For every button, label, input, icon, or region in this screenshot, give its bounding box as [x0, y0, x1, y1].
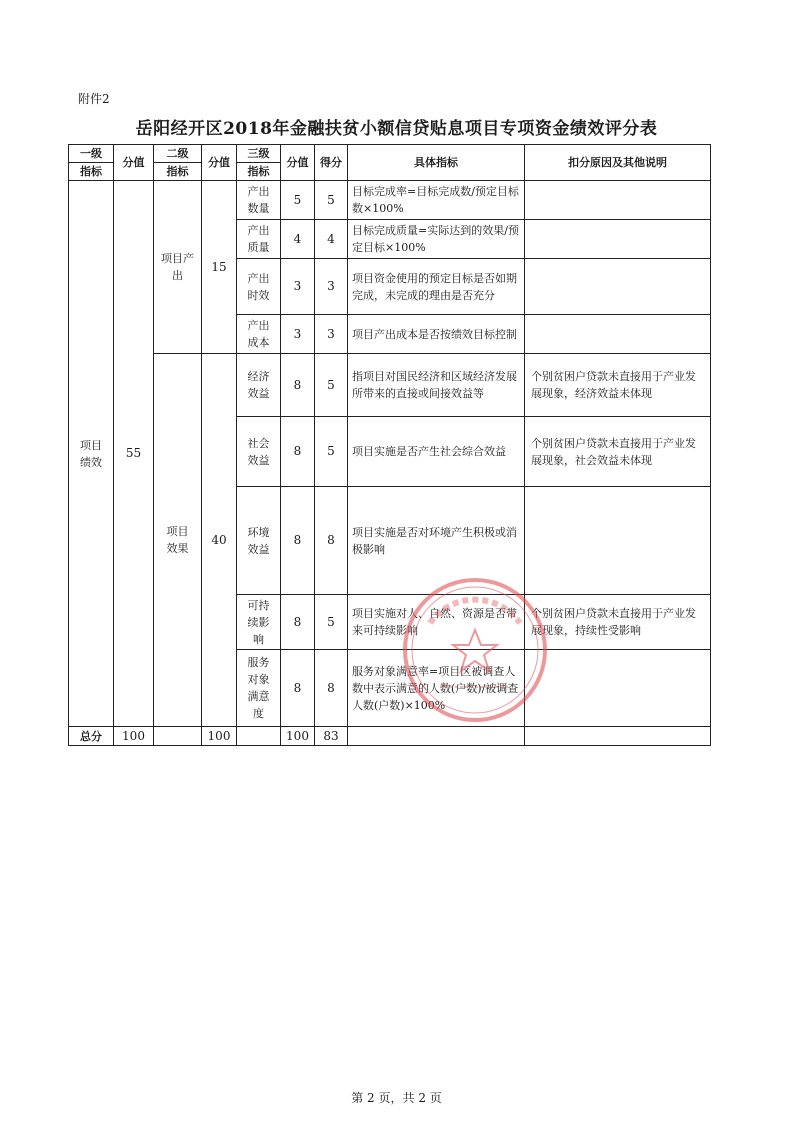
- row-note: [525, 181, 711, 220]
- header-level3-top: 三级: [237, 145, 281, 163]
- row-got: 5: [315, 417, 348, 487]
- total-empty-2: [237, 727, 281, 746]
- header-row-1: [69, 145, 711, 163]
- row-name: 产出 成本: [237, 315, 281, 354]
- total-score3: 100: [281, 727, 315, 746]
- row-got: 8: [315, 487, 348, 595]
- row-got: 5: [315, 181, 348, 220]
- row-score: 8: [281, 650, 315, 727]
- row-name: 社会 效益: [237, 417, 281, 487]
- row-indicator: 目标完成质量=实际达到的效果/预定目标×100%: [348, 220, 525, 259]
- page-title: 岳阳经开区2018年金融扶贫小额信贷贴息项目专项资金绩效评分表: [135, 119, 658, 139]
- row-score: 3: [281, 259, 315, 315]
- group-score-effect: 40: [202, 354, 237, 727]
- total-got: 83: [315, 727, 348, 746]
- level1-label: 项目 绩效: [69, 181, 114, 727]
- row-indicator: 项目实施是否产生社会综合效益: [348, 417, 525, 487]
- row-note: [525, 259, 711, 315]
- row-note: [525, 650, 711, 727]
- total-empty-4: [525, 727, 711, 746]
- header-level2-top: 二级: [154, 145, 202, 163]
- row-note: 个别贫困户贷款未直接用于产业发展现象，持续性受影响: [525, 595, 711, 650]
- header-score2: 分值: [202, 145, 237, 181]
- header-score1: 分值: [114, 145, 154, 181]
- row-score: 3: [281, 315, 315, 354]
- row-name: 经济 效益: [237, 354, 281, 417]
- total-row: [69, 727, 711, 746]
- row-name: 环境 效益: [237, 487, 281, 595]
- row-name: 可持 续影 响: [237, 595, 281, 650]
- total-empty-3: [348, 727, 525, 746]
- row-indicator: 项目产出成本是否按绩效目标控制: [348, 315, 525, 354]
- row-name: 产出 数量: [237, 181, 281, 220]
- level1-score: 55: [114, 181, 154, 727]
- row-indicator: 项目实施对人、自然、资源是否带来可持续影响: [348, 595, 525, 650]
- table-row: [69, 354, 711, 417]
- total-score2: 100: [202, 727, 237, 746]
- header-score3: 分值: [281, 145, 315, 181]
- row-indicator: 服务对象满意率=项目区被调查人数中表示满意的人数(户数)/被调查人数(户数)×100%: [348, 650, 525, 727]
- row-score: 8: [281, 354, 315, 417]
- row-got: 8: [315, 650, 348, 727]
- row-note: [525, 220, 711, 259]
- row-score: 8: [281, 487, 315, 595]
- group-label-effect: 项目 效果: [154, 354, 202, 727]
- row-got: 3: [315, 259, 348, 315]
- row-note: 个别贫困户贷款未直接用于产业发展现象，经济效益未体现: [525, 354, 711, 417]
- row-score: 8: [281, 417, 315, 487]
- header-notes: 扣分原因及其他说明: [525, 145, 711, 181]
- page-number: 第 2 页，共 2 页: [351, 1091, 442, 1105]
- header-got: 得分: [315, 145, 348, 181]
- group-score-output: 15: [202, 181, 237, 354]
- row-indicator: 项目资金使用的预定目标是否如期完成，未完成的理由是否充分: [348, 259, 525, 315]
- row-indicator: 指项目对国民经济和区域经济发展所带来的直接或间接效益等: [348, 354, 525, 417]
- row-got: 4: [315, 220, 348, 259]
- group-label-output: 项目产 出: [154, 181, 202, 354]
- header-indicator: 具体指标: [348, 145, 525, 181]
- total-label: 总分: [69, 727, 114, 746]
- header-level1-top: 一级: [69, 145, 114, 163]
- row-score: 5: [281, 181, 315, 220]
- row-got: 5: [315, 354, 348, 417]
- total-score1: 100: [114, 727, 154, 746]
- table-row: [69, 181, 711, 220]
- total-empty-1: [154, 727, 202, 746]
- header-level2-bottom: 指标: [154, 163, 202, 181]
- row-name: 产出 质量: [237, 220, 281, 259]
- attachment-label: 附件2: [78, 92, 110, 106]
- row-score: 8: [281, 595, 315, 650]
- row-note: [525, 315, 711, 354]
- row-name: 服务 对象 满意 度: [237, 650, 281, 727]
- row-note: 个别贫困户贷款未直接用于产业发展现象，社会效益未体现: [525, 417, 711, 487]
- score-table: [68, 144, 711, 746]
- header-level1-bottom: 指标: [69, 163, 114, 181]
- row-got: 3: [315, 315, 348, 354]
- header-level3-bottom: 指标: [237, 163, 281, 181]
- row-score: 4: [281, 220, 315, 259]
- row-indicator: 目标完成率=目标完成数/预定目标数×100%: [348, 181, 525, 220]
- row-indicator: 项目实施是否对环境产生积极或消极影响: [348, 487, 525, 595]
- row-note: [525, 487, 711, 595]
- row-got: 5: [315, 595, 348, 650]
- row-name: 产出 时效: [237, 259, 281, 315]
